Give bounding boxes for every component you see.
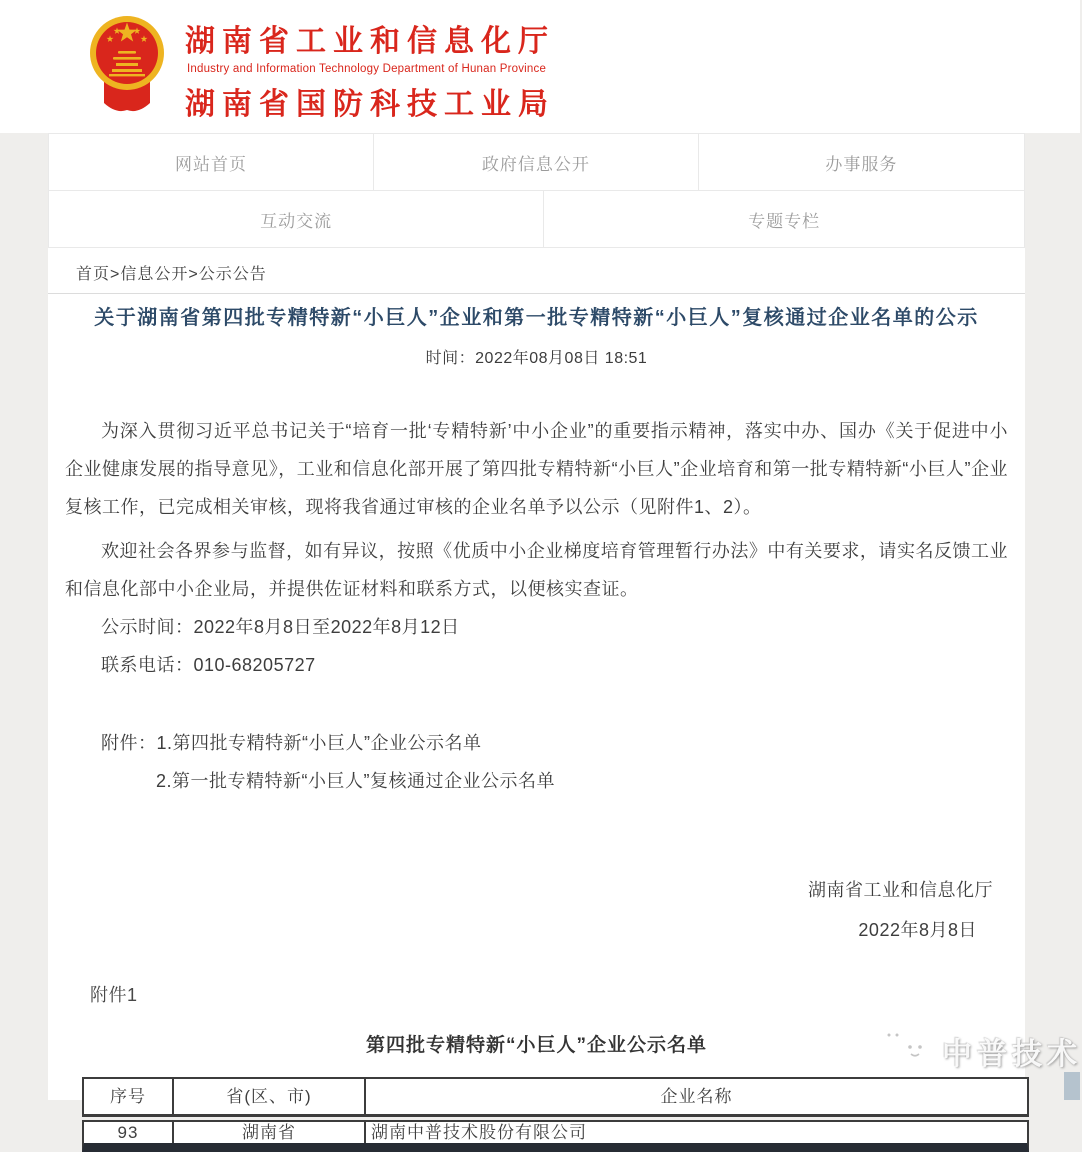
org-name-primary: 湖南省工业和信息化厅 — [185, 25, 555, 58]
breadcrumb[interactable]: 首页>信息公开>公示公告 — [76, 266, 267, 283]
table-header-serial: 序号 — [84, 1079, 174, 1114]
table-row — [82, 1120, 1029, 1152]
contact-phone: 联系电话：010-68205727 — [101, 655, 316, 675]
table-header-province: 省(区、市) — [174, 1079, 366, 1114]
site-masthead — [185, 16, 555, 123]
nav-item-interaction[interactable]: 互动交流 — [49, 191, 544, 248]
table-header-row — [82, 1077, 1029, 1117]
article-body — [48, 412, 1025, 1152]
site-header — [0, 0, 1080, 133]
org-name-secondary: 湖南省国防科技工业局 — [185, 88, 555, 121]
nav-row-2 — [49, 191, 1024, 248]
nav-item-services[interactable]: 办事服务 — [699, 134, 1024, 191]
watermark-text: 中普技术 — [942, 1037, 1082, 1071]
page-title: 关于湖南省第四批专精特新“小巨人”企业和第一批专精特新“小巨人”复核通过企业名单的公示 — [94, 307, 979, 329]
notice-period: 公示时间：2022年8月8日至2022年8月12日 — [101, 617, 460, 637]
content-column — [48, 133, 1025, 1142]
signature-org: 湖南省工业和信息化厅 — [808, 880, 993, 900]
signature-date: 2022年8月8日 — [858, 920, 977, 940]
table-title: 第四批专精特新“小巨人”企业公示名单 — [365, 1035, 707, 1056]
org-name-english: Industry and Information Technology Department of Hunan Province — [187, 63, 547, 75]
table-cell-serial: 93 — [84, 1122, 174, 1143]
attachments-block — [65, 724, 1008, 800]
company-table — [82, 1077, 1029, 1152]
attachments-label: 附件： — [101, 733, 157, 753]
publish-time: 时间：2022年08月08日 18:51 — [425, 350, 648, 367]
main-nav — [48, 133, 1025, 248]
attachment-line-1 — [65, 724, 1008, 762]
china-national-emblem-icon — [88, 11, 166, 120]
table-cell-province: 湖南省 — [174, 1122, 366, 1143]
paragraph-2: 欢迎社会各界参与监督，如有异议，按照《优质中小企业梯度培育管理暂行办法》中有关要求，请实名反馈工业和信息化部中小企业局，并提供佐证材料和联系方式，以便核实查证。 — [65, 541, 1008, 599]
nav-item-home[interactable]: 网站首页 — [49, 134, 374, 191]
nav-item-special-columns[interactable]: 专题专栏 — [544, 191, 1024, 248]
bottom-right-blue-fragment — [1064, 1072, 1080, 1100]
attachment-item-2: 2.第一批专精特新“小巨人”复核通过企业公示名单 — [156, 771, 555, 791]
nav-row-1 — [49, 134, 1024, 191]
divider — [48, 293, 1025, 294]
paragraph-1: 为深入贯彻习近平总书记关于“培育一批‘专精特新’中小企业”的重要指示精神，落实中办、国办《关于促进中小企业健康发展的指导意见》，工业和信息化部开展了第四批专精特新“小巨人”企业培育和第一批专精特新“小巨人”企业复核工作，已完成相关审核，现将我省通过审核的企业名单予以公示（见附件1、2）。 — [65, 421, 1008, 517]
signature-block — [65, 870, 1008, 950]
table-cell-company: 湖南中普技术股份有限公司 — [371, 1122, 587, 1142]
nav-item-gov-info[interactable]: 政府信息公开 — [374, 134, 699, 191]
attachment-item-1: 1.第四批专精特新“小巨人”企业公示名单 — [156, 733, 482, 753]
attachment1-label: 附件1 — [90, 985, 138, 1005]
table-header-company: 企业名称 — [660, 1086, 733, 1106]
